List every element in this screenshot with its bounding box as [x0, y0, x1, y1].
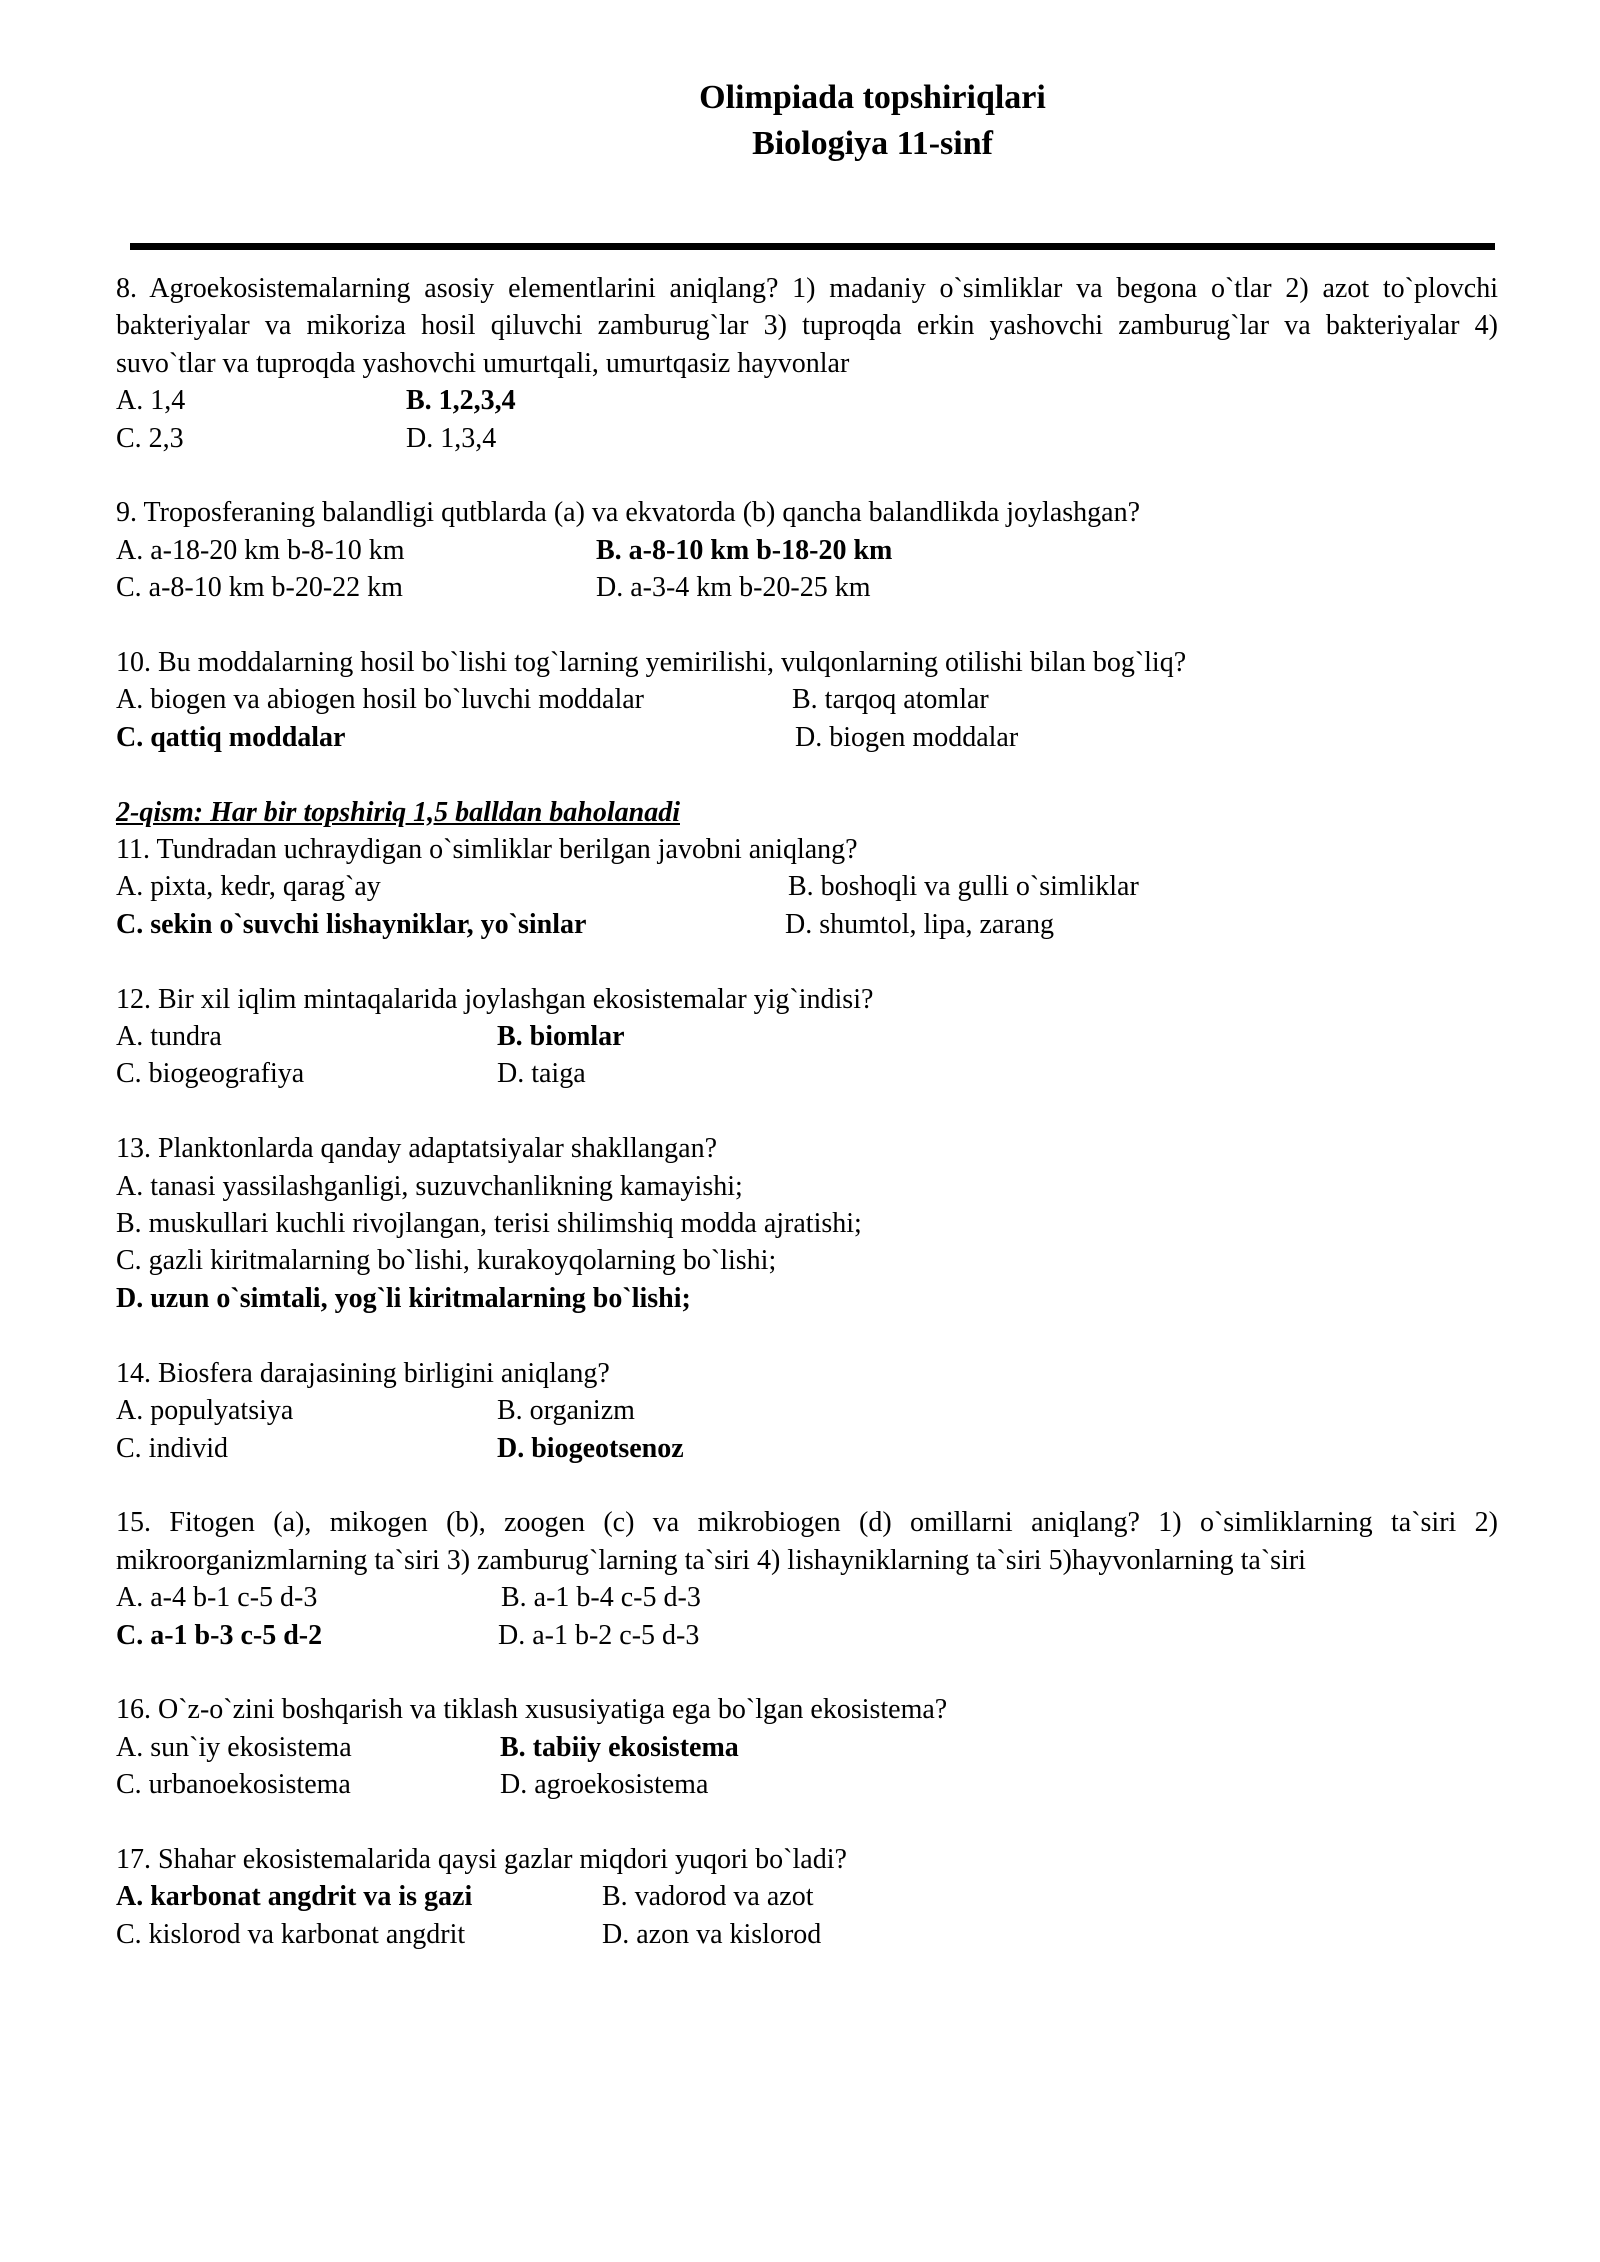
options-row	[116, 1055, 1498, 1092]
option-d: D. a-3-4 km b-20-25 km	[596, 572, 871, 604]
option-a-correct: A. karbonat angdrit va is gazi	[116, 1881, 473, 1913]
options-row	[116, 569, 1498, 606]
option-b: B. boshoqli va gulli o`simliklar	[788, 871, 1139, 903]
options-row	[116, 420, 1498, 457]
option-d: D. 1,3,4	[406, 422, 497, 454]
option-d: D. azon va kislorod	[602, 1918, 822, 1950]
options-row	[116, 868, 1498, 905]
option-b: B. tarqoq atomlar	[792, 684, 989, 716]
question-11	[116, 831, 1498, 943]
option-c-correct: C. qattiq moddalar	[116, 721, 346, 753]
option-a: A. a-18-20 km b-8-10 km	[116, 534, 405, 566]
header-divider	[130, 243, 1495, 250]
question-text: 14. Biosfera darajasining birligini aniqlang?	[116, 1357, 610, 1389]
option-c: C. biogeografiya	[116, 1058, 305, 1090]
question-text: 10. Bu moddalarning hosil bo`lishi tog`larning yemirilishi, vulqonlarning otilishi bilan bog`liq?	[116, 647, 1187, 679]
document-title: Olimpiada topshiriqlari	[699, 79, 1046, 116]
option-b: B. organizm	[497, 1395, 635, 1427]
options-row	[116, 532, 1498, 569]
option-c: C. individ	[116, 1432, 229, 1464]
option-a: A. biogen va abiogen hosil bo`luvchi moddalar	[116, 684, 644, 716]
option-d: D. biogen moddalar	[795, 721, 1019, 753]
option-b-correct: B. biomlar	[497, 1021, 625, 1053]
option-c: C. 2,3	[116, 422, 184, 454]
options-row	[116, 1430, 1498, 1467]
option-a: A. a-4 b-1 c-5 d-3	[116, 1582, 318, 1614]
question-text: 17. Shahar ekosistemalarida qaysi gazlar miqdori yuqori bo`ladi?	[116, 1843, 847, 1875]
options-row	[116, 1729, 1498, 1766]
option-b: B. vadorod va azot	[602, 1881, 814, 1913]
option-d: D. shumtol, lipa, zarang	[785, 908, 1055, 940]
option-c: C. a-8-10 km b-20-22 km	[116, 572, 403, 604]
option-a: A. pixta, kedr, qarag`ay	[116, 871, 381, 903]
option-d-correct: D. uzun o`simtali, yog`li kiritmalarning bo`lishi;	[116, 1282, 691, 1314]
options-row	[116, 906, 1498, 943]
options-row	[116, 681, 1498, 718]
options-row	[116, 1392, 1498, 1429]
options-row	[116, 1617, 1498, 1654]
option-d-correct: D. biogeotsenoz	[497, 1432, 684, 1464]
options-row	[116, 1579, 1498, 1616]
option-c: C. kislorod va karbonat angdrit	[116, 1918, 466, 1950]
option-d: D. agroekosistema	[500, 1769, 709, 1801]
question-12	[116, 981, 1498, 1093]
question-list	[116, 270, 1498, 1991]
question-8	[116, 270, 1498, 457]
options-row	[116, 382, 1498, 419]
options-row	[116, 1018, 1498, 1055]
option-d: D. a-1 b-2 c-5 d-3	[498, 1619, 700, 1651]
options-row	[116, 1878, 1498, 1915]
option-a: A. tanasi yassilashganligi, suzuvchanlikning kamayishi;	[116, 1170, 743, 1202]
options-row	[116, 1916, 1498, 1953]
options-row	[116, 719, 1498, 756]
question-14	[116, 1355, 1498, 1467]
option-a: A. tundra	[116, 1021, 222, 1053]
option-c-correct: C. sekin o`suvchi lishayniklar, yo`sinlar	[116, 908, 587, 940]
question-text: 13. Planktonlarda qanday adaptatsiyalar shakllangan?	[116, 1133, 718, 1165]
option-c: C. urbanoekosistema	[116, 1769, 351, 1801]
options-row	[116, 1766, 1498, 1803]
question-text: 16. O`z-o`zini boshqarish va tiklash xususiyatiga ega bo`lgan ekosistema?	[116, 1694, 948, 1726]
option-c: C. gazli kiritmalarning bo`lishi, kurakoyqolarning bo`lishi;	[116, 1245, 777, 1277]
question-text: 15. Fitogen (a), mikogen (b), zoogen (c) va mikrobiogen (d) omillarni aniqlang? 1) o`simliklarning ta`siri 2) mikroorganizmlarning ta`siri 3) zamburug`larning ta`siri 4) lishayniklarning ta`siri 5)hayvonlarning ta`siri	[116, 1507, 1498, 1576]
option-a: A. sun`iy ekosistema	[116, 1731, 352, 1763]
option-a: A. 1,4	[116, 385, 186, 417]
document-subtitle: Biologiya 11-sinf	[752, 125, 993, 162]
question-17	[116, 1841, 1498, 1953]
option-b-correct: B. a-8-10 km b-18-20 km	[596, 534, 893, 566]
question-13	[116, 1130, 1498, 1317]
question-text: 11. Tundradan uchraydigan o`simliklar berilgan javobni aniqlang?	[116, 834, 858, 866]
question-text: 8. Agroekosistemalarning asosiy elementlarini aniqlang? 1) madaniy o`simliklar va begona o`tlar 2) azot to`plovchi bakteriyalar va mikoriza hosil qiluvchi zamburug`lar 3) tuproqda erkin yashovchi zamburug`lar va bakteriyalar 4) suvo`tlar va tuproqda yashovchi umurtqali, umurtqasiz hayvonlar	[116, 273, 1498, 379]
question-15	[116, 1504, 1498, 1654]
option-d: D. taiga	[497, 1058, 586, 1090]
question-10	[116, 644, 1498, 756]
question-text: 9. Troposferaning balandligi qutblarda (a) va ekvatorda (b) qancha balandlikda joylashgan?	[116, 497, 1141, 529]
page-header	[600, 75, 1145, 167]
option-b-correct: B. 1,2,3,4	[406, 385, 516, 417]
question-9	[116, 494, 1498, 606]
section-heading: 2-qism: Har bir topshiriq 1,5 balldan baholanadi	[116, 796, 680, 828]
option-a: A. populyatsiya	[116, 1395, 294, 1427]
question-16	[116, 1691, 1498, 1803]
option-b-correct: B. tabiiy ekosistema	[500, 1731, 739, 1763]
option-b: B. a-1 b-4 c-5 d-3	[501, 1582, 701, 1614]
option-c-correct: C. a-1 b-3 c-5 d-2	[116, 1619, 323, 1651]
question-text: 12. Bir xil iqlim mintaqalarida joylashgan ekosistemalar yig`indisi?	[116, 983, 874, 1015]
option-b: B. muskullari kuchli rivojlangan, terisi shilimshiq modda ajratishi;	[116, 1208, 862, 1240]
